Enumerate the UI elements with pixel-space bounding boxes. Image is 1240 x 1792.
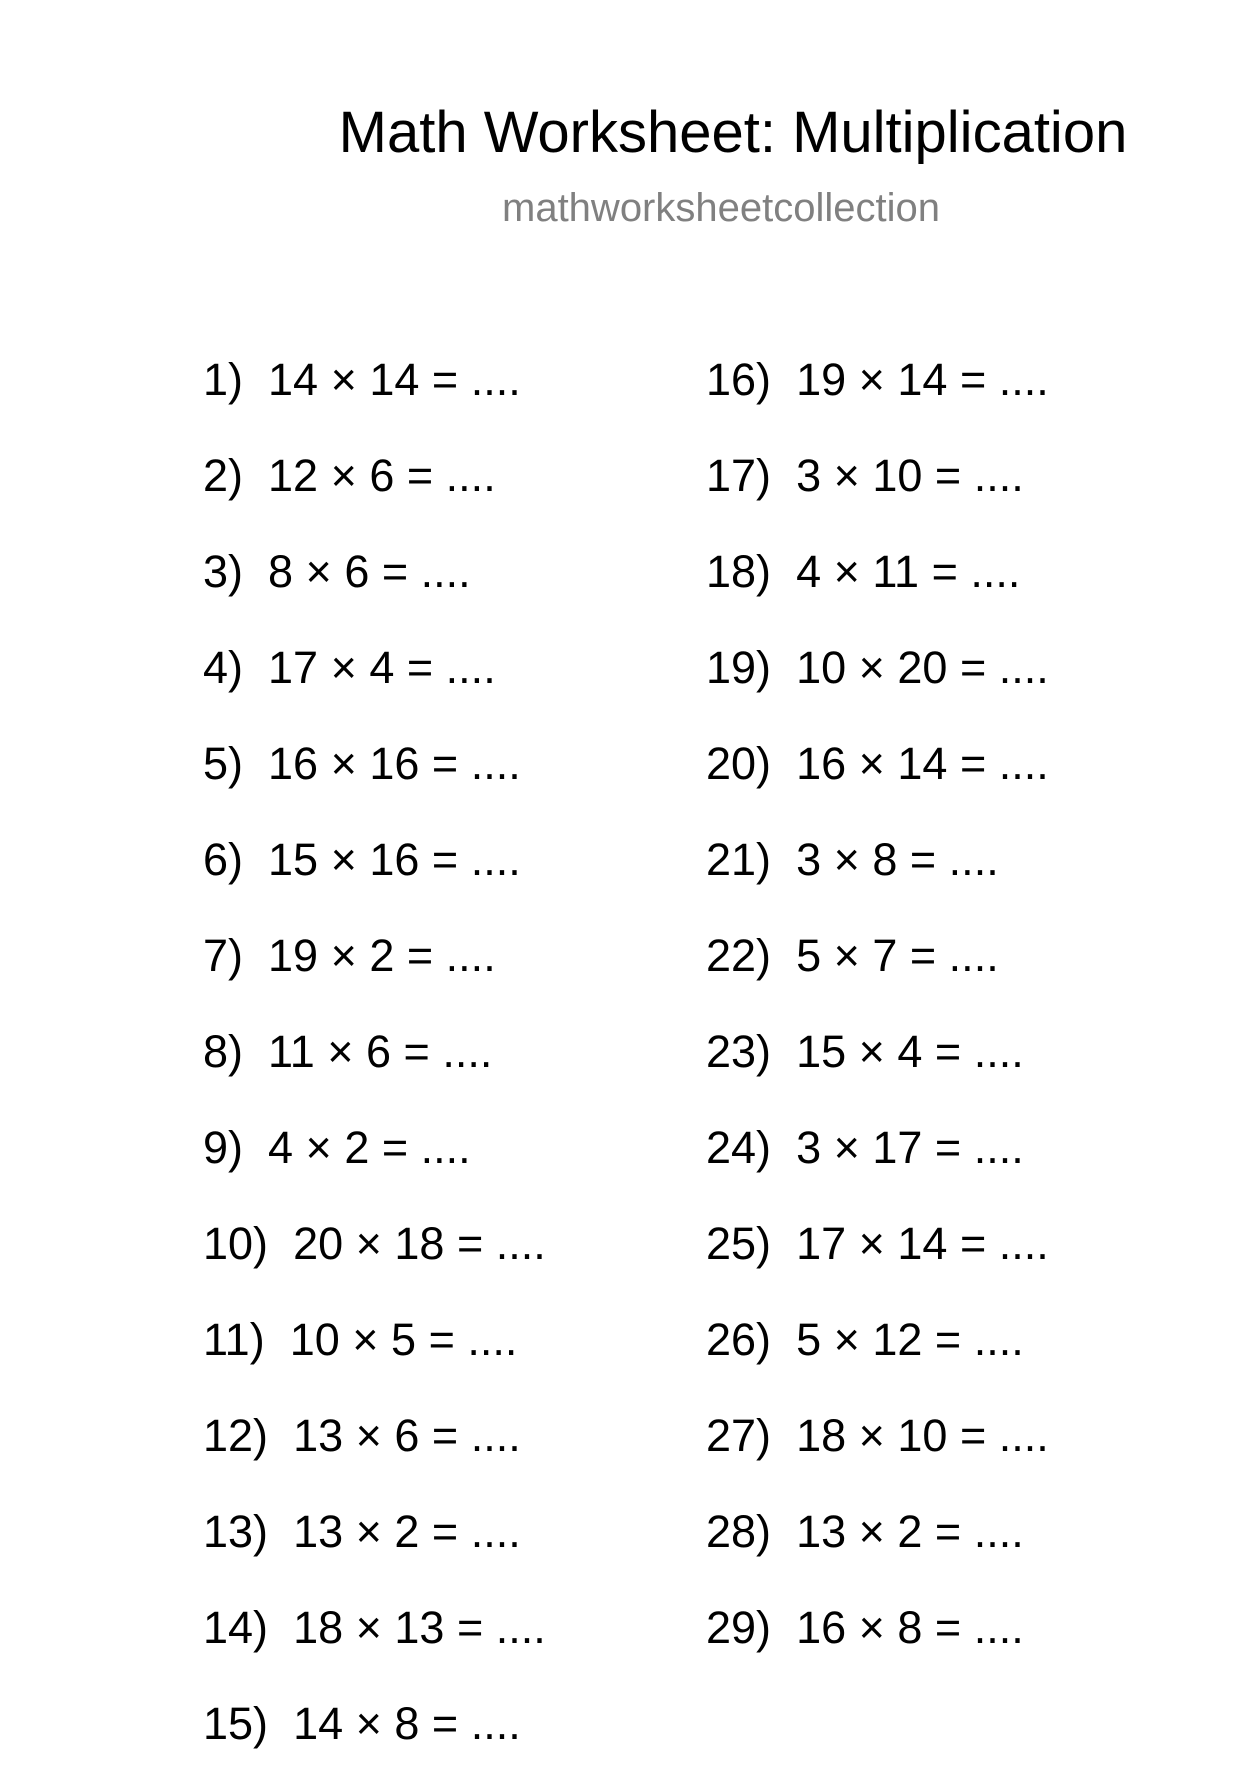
problem-expression: 4 × 11 = .... (796, 546, 1021, 597)
problem-number: 22) (706, 930, 772, 981)
problem-item (203, 640, 546, 736)
problem-item (203, 544, 546, 640)
problem-item (203, 1504, 546, 1600)
problem-expression: 16 × 16 = .... (268, 738, 521, 789)
problem-expression: 19 × 2 = .... (268, 930, 496, 981)
problem-number: 29) (706, 1602, 772, 1653)
problem-expression: 19 × 14 = .... (796, 354, 1049, 405)
problem-expression: 5 × 12 = .... (796, 1314, 1024, 1365)
problem-item (203, 1408, 546, 1504)
problem-column-right (706, 352, 1049, 1696)
problem-number: 17) (706, 450, 772, 501)
problem-expression: 12 × 6 = .... (268, 450, 496, 501)
problem-item (203, 352, 546, 448)
problem-expression: 10 × 20 = .... (796, 642, 1049, 693)
problem-number: 18) (706, 546, 772, 597)
problem-expression: 18 × 13 = .... (293, 1602, 546, 1653)
problem-number: 8) (203, 1026, 244, 1077)
problem-number: 27) (706, 1410, 772, 1461)
problem-number: 7) (203, 930, 244, 981)
problem-number: 4) (203, 642, 244, 693)
problem-number: 1) (203, 354, 244, 405)
problem-item (706, 544, 1049, 640)
problem-number: 20) (706, 738, 772, 789)
problem-number: 28) (706, 1506, 772, 1557)
problem-item (706, 448, 1049, 544)
problem-expression: 8 × 6 = .... (268, 546, 471, 597)
problem-number: 25) (706, 1218, 772, 1269)
problem-expression: 3 × 17 = .... (796, 1122, 1024, 1173)
problem-column-left (203, 352, 546, 1792)
problem-item (706, 736, 1049, 832)
problem-number: 10) (203, 1218, 269, 1269)
problem-item (203, 1696, 546, 1792)
problem-number: 12) (203, 1410, 269, 1461)
problem-expression: 16 × 14 = .... (796, 738, 1049, 789)
problem-expression: 17 × 14 = .... (796, 1218, 1049, 1269)
problem-expression: 17 × 4 = .... (268, 642, 496, 693)
problem-item (706, 1504, 1049, 1600)
problem-item (203, 736, 546, 832)
problem-expression: 13 × 2 = .... (796, 1506, 1024, 1557)
problem-expression: 18 × 10 = .... (796, 1410, 1049, 1461)
problem-expression: 13 × 2 = .... (293, 1506, 521, 1557)
problem-item (706, 352, 1049, 448)
problem-expression: 3 × 8 = .... (796, 834, 999, 885)
problem-number: 24) (706, 1122, 772, 1173)
problem-expression: 14 × 8 = .... (293, 1698, 521, 1749)
problem-expression: 11 × 6 = .... (268, 1026, 493, 1077)
problem-expression: 10 × 5 = .... (289, 1314, 518, 1365)
worksheet-title: Math Worksheet: Multiplication (338, 100, 1128, 165)
problem-item (706, 1312, 1049, 1408)
problem-item (706, 1024, 1049, 1120)
problem-expression: 3 × 10 = .... (796, 450, 1024, 501)
problem-item (203, 1120, 546, 1216)
problem-expression: 5 × 7 = .... (796, 930, 999, 981)
problem-number: 3) (203, 546, 244, 597)
problem-expression: 4 × 2 = .... (268, 1122, 471, 1173)
problem-number: 16) (706, 354, 772, 405)
problem-expression: 15 × 4 = .... (796, 1026, 1024, 1077)
problem-expression: 13 × 6 = .... (293, 1410, 521, 1461)
problem-number: 23) (706, 1026, 772, 1077)
problem-expression: 20 × 18 = .... (293, 1218, 546, 1269)
problem-item (706, 1216, 1049, 1312)
problem-item (203, 1600, 546, 1696)
problem-item (706, 640, 1049, 736)
problem-item (706, 1120, 1049, 1216)
problem-item (706, 832, 1049, 928)
problem-number: 21) (706, 834, 772, 885)
problem-number: 15) (203, 1698, 269, 1749)
problem-item (203, 928, 546, 1024)
problem-item (203, 1216, 546, 1312)
worksheet-subtitle: mathworksheetcollection (502, 186, 940, 230)
problem-expression: 16 × 8 = .... (796, 1602, 1024, 1653)
problem-item (203, 832, 546, 928)
problem-item (203, 1312, 546, 1408)
problem-number: 14) (203, 1602, 269, 1653)
problem-number: 13) (203, 1506, 269, 1557)
problem-number: 9) (203, 1122, 244, 1173)
problem-number: 11) (203, 1314, 265, 1365)
problem-item (706, 1408, 1049, 1504)
problem-item (706, 928, 1049, 1024)
problem-item (203, 1024, 546, 1120)
problem-item (706, 1600, 1049, 1696)
problem-item (203, 448, 546, 544)
problem-expression: 15 × 16 = .... (268, 834, 521, 885)
problem-expression: 14 × 14 = .... (268, 354, 521, 405)
problem-number: 2) (203, 450, 244, 501)
problem-number: 6) (203, 834, 244, 885)
problem-number: 5) (203, 738, 244, 789)
problem-number: 26) (706, 1314, 772, 1365)
problem-number: 19) (706, 642, 772, 693)
